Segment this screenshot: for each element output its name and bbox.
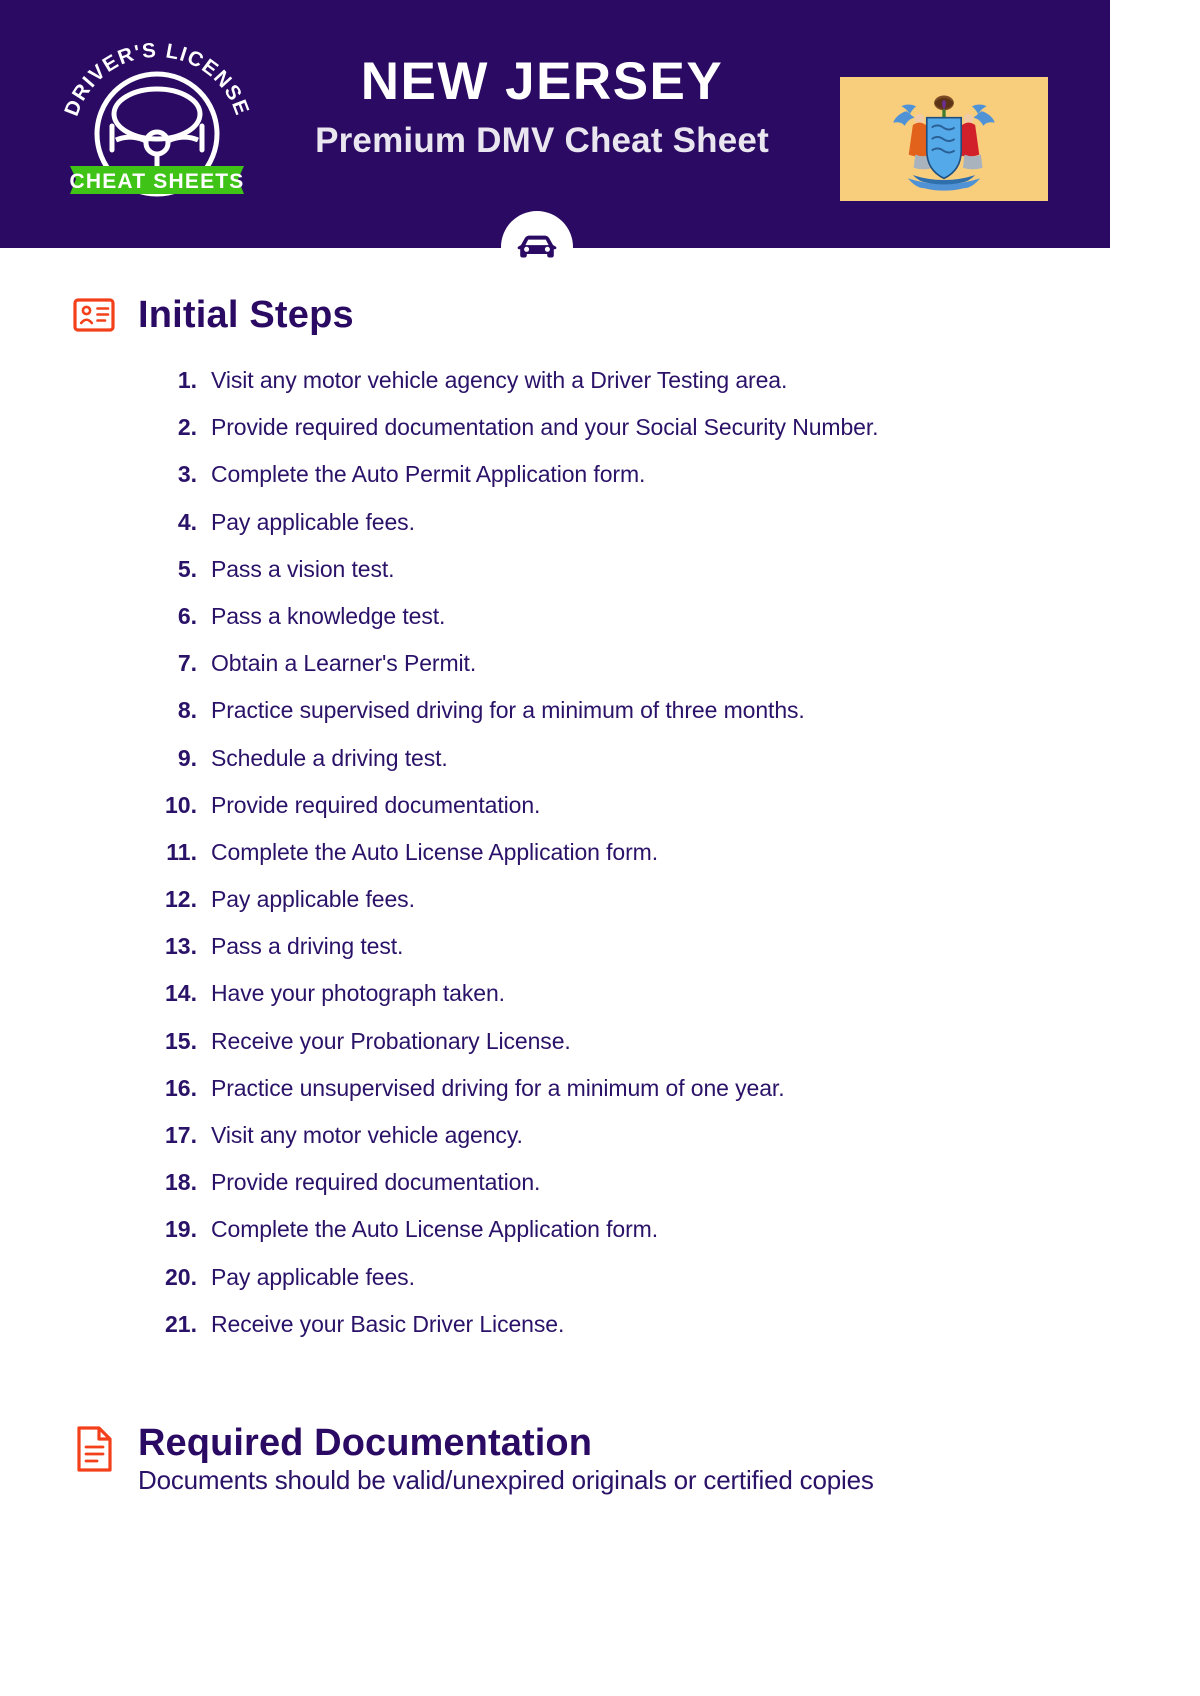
state-title: NEW JERSEY xyxy=(360,52,724,112)
step-number: 6. xyxy=(177,602,197,629)
step-text: Complete the Auto License Application form. xyxy=(211,838,659,865)
step-number: 18. xyxy=(165,1169,197,1196)
step-text: Provide required documentation. xyxy=(211,1169,541,1196)
page-content xyxy=(0,293,1200,1496)
required-documentation-title: Required Documentation xyxy=(138,1421,593,1464)
step-number: 19. xyxy=(165,1216,197,1243)
list-item xyxy=(145,745,1200,772)
step-number: 2. xyxy=(177,414,197,441)
list-item xyxy=(145,414,1200,441)
step-number: 12. xyxy=(165,886,197,913)
initial-steps-header xyxy=(0,293,1200,337)
list-item xyxy=(145,1075,1200,1102)
step-text: Provide required documentation. xyxy=(211,791,541,818)
list-item xyxy=(145,933,1200,960)
list-item xyxy=(145,886,1200,913)
list-item xyxy=(145,650,1200,677)
step-number: 13. xyxy=(165,933,197,960)
list-item xyxy=(145,1216,1200,1243)
step-text: Pass a knowledge test. xyxy=(211,602,446,629)
step-number: 7. xyxy=(177,650,197,677)
step-text: Visit any motor vehicle agency. xyxy=(211,1122,523,1148)
logo-arc-text: DRIVER'S LICENSE xyxy=(59,38,255,120)
list-item xyxy=(145,792,1200,819)
step-number: 1. xyxy=(177,367,197,393)
required-documentation-subtitle: Documents should be valid/unexpired originals or certified copies xyxy=(138,1465,874,1496)
step-number: 15. xyxy=(165,1027,197,1054)
step-text: Practice supervised driving for a minimum of three months. xyxy=(211,697,805,724)
step-number: 3. xyxy=(177,461,197,488)
step-number: 21. xyxy=(165,1310,197,1337)
step-text: Pass a driving test. xyxy=(211,933,404,960)
step-text: Schedule a driving test. xyxy=(211,744,448,771)
step-text: Pay applicable fees. xyxy=(211,1263,415,1290)
step-number: 14. xyxy=(165,980,197,1007)
step-text: Pay applicable fees. xyxy=(211,508,415,535)
list-item xyxy=(145,839,1200,866)
document-icon xyxy=(72,1424,116,1474)
required-documentation-header xyxy=(0,1421,1200,1497)
list-item xyxy=(145,1028,1200,1055)
step-text: Have your photograph taken. xyxy=(211,980,505,1007)
car-badge xyxy=(501,211,573,283)
step-number: 17. xyxy=(165,1122,197,1148)
step-text: Practice unsupervised driving for a minimum of one year. xyxy=(211,1074,785,1101)
initial-steps-list xyxy=(0,367,1200,1338)
step-number: 8. xyxy=(177,697,197,724)
page-title: Initial Steps xyxy=(138,294,354,336)
brand-logo xyxy=(52,22,262,202)
list-item xyxy=(145,1122,1200,1149)
step-text: Receive your Probationary License. xyxy=(211,1027,571,1054)
list-item xyxy=(145,980,1200,1007)
step-number: 5. xyxy=(177,555,197,582)
list-item xyxy=(145,1264,1200,1291)
svg-text:DRIVER'S LICENSE xyxy=(60,39,254,119)
step-text: Provide required documentation and your Social Security Number. xyxy=(211,414,879,441)
steering-wheel-icon xyxy=(52,22,262,202)
list-item xyxy=(145,1311,1200,1338)
logo-banner-text: CHEAT SHEETS xyxy=(69,170,245,193)
step-text: Visit any motor vehicle agency with a Driver Testing area. xyxy=(211,367,788,393)
step-number: 20. xyxy=(165,1263,197,1290)
new-jersey-flag-icon xyxy=(840,77,1048,201)
required-documentation-texts xyxy=(138,1421,874,1497)
step-number: 11. xyxy=(166,838,197,865)
list-item xyxy=(145,509,1200,536)
page-header xyxy=(0,0,1110,248)
list-item xyxy=(145,556,1200,583)
step-number: 9. xyxy=(177,744,197,771)
step-text: Obtain a Learner's Permit. xyxy=(211,650,477,677)
id-card-icon xyxy=(72,293,116,337)
step-number: 10. xyxy=(165,791,197,818)
list-item xyxy=(145,1169,1200,1196)
list-item xyxy=(145,697,1200,724)
step-number: 16. xyxy=(165,1074,197,1101)
list-item xyxy=(145,367,1200,394)
list-item xyxy=(145,461,1200,488)
step-text: Complete the Auto License Application form. xyxy=(211,1216,659,1243)
state-flag xyxy=(840,77,1048,201)
step-text: Receive your Basic Driver License. xyxy=(211,1310,565,1337)
step-text: Pay applicable fees. xyxy=(211,886,415,913)
step-text: Complete the Auto Permit Application form. xyxy=(211,461,646,488)
sheet-subtitle: Premium DMV Cheat Sheet xyxy=(315,120,769,160)
list-item xyxy=(145,603,1200,630)
car-icon xyxy=(516,232,558,262)
step-number: 4. xyxy=(177,508,197,535)
step-text: Pass a vision test. xyxy=(211,555,395,582)
